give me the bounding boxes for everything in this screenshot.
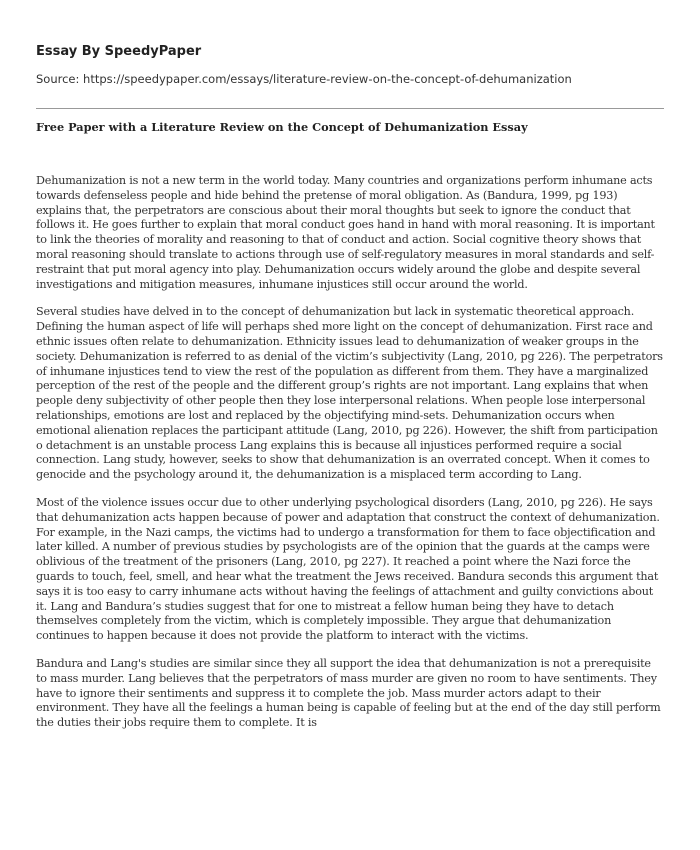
document-title: Free Paper with a Literature Review on the Concept of Dehumanization Essay xyxy=(36,120,528,134)
document-body xyxy=(36,174,664,744)
paragraph: Bandura and Lang's studies are similar since they all support the idea that dehumanization is not a prerequisite to mass murder. Lang believes that the perpetrators of mass murder are given no room to have sentiments. They have to ignore their sentiments and suppress it to complete the job. Mass murder actors adapt to their environment. They have all the feelings a human being is capable of feeling but at the end of the day still perform the duties their jobs require them to complete. It is xyxy=(36,656,661,730)
brand-heading: Essay By SpeedyPaper xyxy=(36,44,202,59)
page-content xyxy=(36,0,664,850)
header-divider xyxy=(36,108,664,109)
paragraph: Dehumanization is not a new term in the world today. Many countries and organizations perform inhumane acts towards defenseless people and hide behind the pretense of moral obligation. As (Bandura, 1999, pg 193) explains that, the perpetrators are conscious about their moral thoughts but seek to ignore the conduct that follows it. He goes further to explain that moral conduct goes hand in hand with moral reasoning. It is important to link the theories of morality and reasoning to that of conduct and action. Social cognitive theory shows that moral reasoning should translate to actions through use of self-regulatory measures in moral standards and self-restraint that put moral agency into play. Dehumanization occurs widely around the globe and despite several investigations and mitigation measures, inhumane injustices still occur around the world. xyxy=(36,174,655,291)
paragraph: Several studies have delved in to the concept of dehumanization but lack in systematic theoretical approach. Defining the human aspect of life will perhaps shed more light on the concept of dehumanization. First race and ethnic issues often relate to dehumanization. Ethnicity issues lead to dehumanization of weaker groups in the society. Dehumanization is referred to as denial of the victim’s subjectivity (Lang, 2010, pg 226). The perpetrators of inhumane injustices tend to view the rest of the population as different from them. They have a marginalized perception of the rest of the people and the different group’s rights are not important. Lang explains that when people deny subjectivity of other people then they lose interpersonal relations. When people lose interpersonal relationships, emotions are lost and replaced by the objectifying mind-sets. Dehumanization occurs when emotional alienation replaces the participant attitude (Lang, 2010, pg 226). However, the shift from participation o detachment is an unstable process Lang explains this is because all injustices performed require a social connection. Lang study, however, seeks to show that dehumanization is an overrated concept. When it comes to genocide and the psychology around it, the dehumanization is a misplaced term according to Lang. xyxy=(36,305,663,482)
paragraph: Most of the violence issues occur due to other underlying psychological disorders (Lang, 2010, pg 226). He says that dehumanization acts happen because of power and adaptation that construct the context of dehumanization. For example, in the Nazi camps, the victims had to undergo a transformation for them to face objectification and later killed. A number of previous studies by psychologists are of the opinion that the guards at the camps were oblivious of the treatment of the prisoners (Lang, 2010, pg 227). It reached a point where the Nazi force the guards to touch, feel, smell, and hear what the treatment the Jews received. Bandura seconds this argument that says it is too easy to carry inhumane acts without having the feelings of attachment and guilty convictions about it. Lang and Bandura’s studies suggest that for one to mistreat a fellow human being they have to detach themselves completely from the victim, which is completely impossible. They argue that dehumanization continues to happen because it does not provide the platform to interact with the victims. xyxy=(36,495,660,643)
source-line: Source: https://speedypaper.com/essays/literature-review-on-the-concept-of-dehumanization xyxy=(36,72,572,86)
